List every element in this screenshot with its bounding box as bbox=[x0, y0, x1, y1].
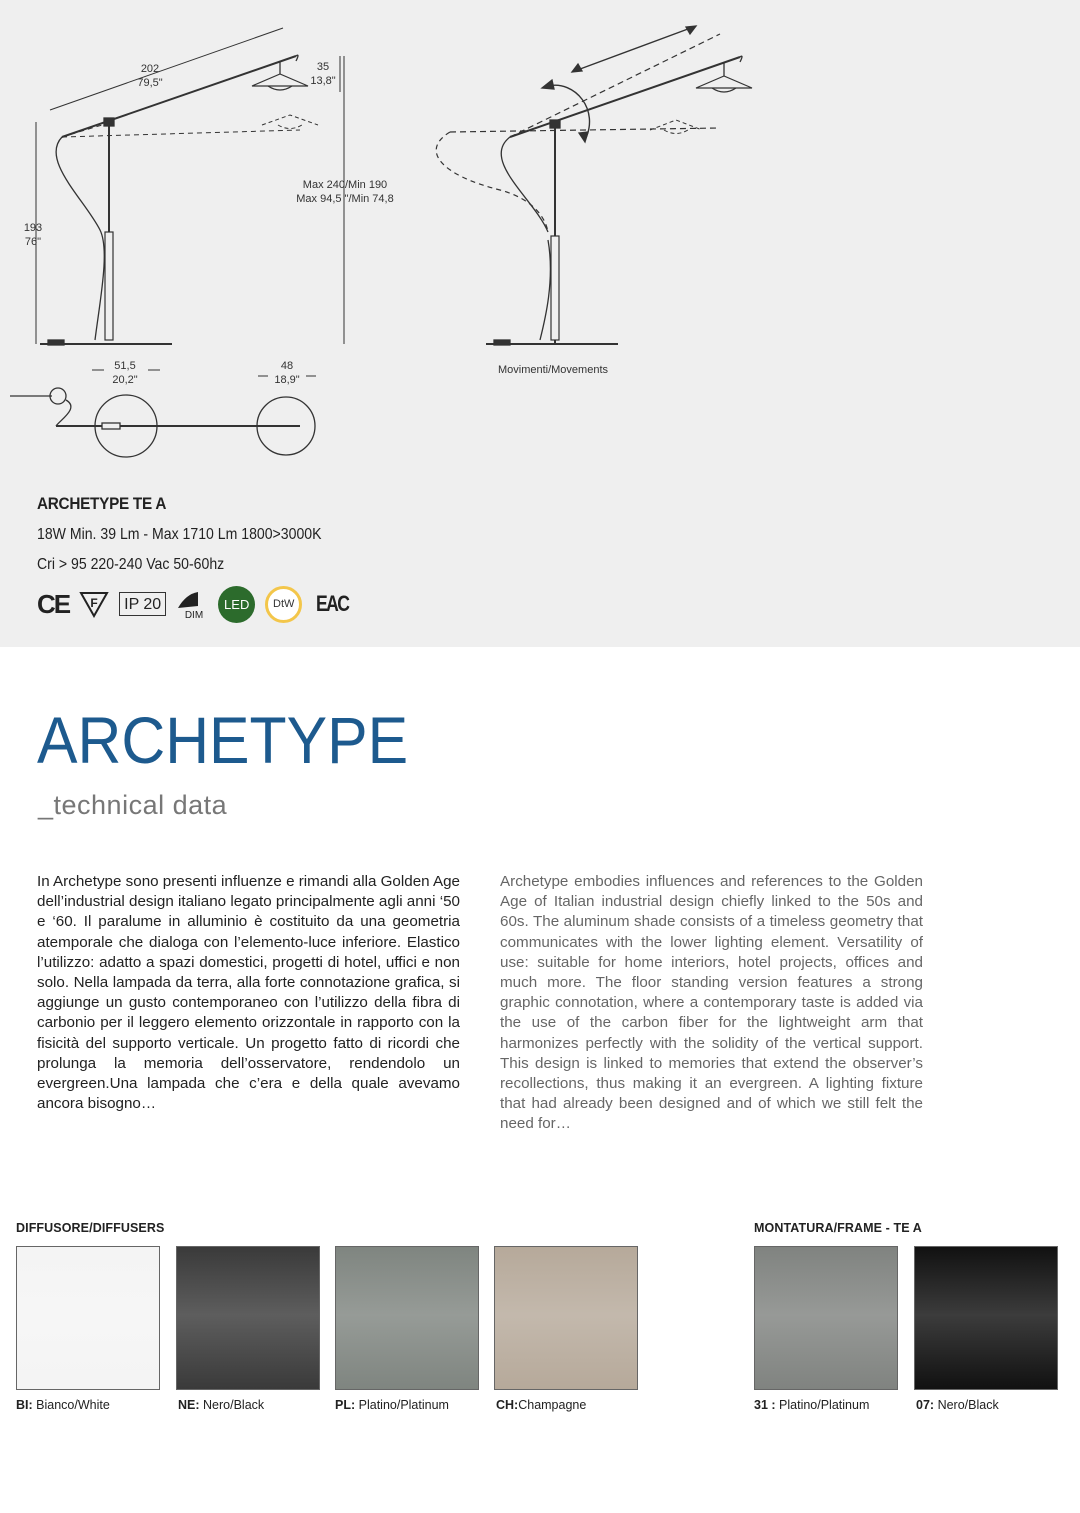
diffuser-swatch-platinum bbox=[335, 1246, 479, 1390]
frame-label-black: 07: Nero/Black bbox=[916, 1398, 999, 1412]
diffuser-swatch-white bbox=[16, 1246, 160, 1390]
top-view-drawing bbox=[10, 370, 316, 457]
product-model: ARCHETYPE TE A bbox=[37, 494, 167, 513]
side-view-drawing bbox=[36, 28, 344, 345]
movements-drawing bbox=[436, 26, 752, 345]
diffuser-swatch-black bbox=[176, 1246, 320, 1390]
dim-height-range-in: Max 94,5 "/Min 74,8 bbox=[296, 193, 394, 205]
movements-caption: Movimenti/Movements bbox=[497, 364, 609, 376]
frame-swatch-platinum bbox=[754, 1246, 898, 1390]
dim-length-in: 79,5" bbox=[137, 77, 163, 89]
certification-icons bbox=[37, 585, 363, 623]
f-mark-icon bbox=[79, 590, 109, 618]
dim-shade-diam-in: 18,9" bbox=[274, 374, 300, 386]
diffuser-label-white: BI: Bianco/White bbox=[16, 1398, 110, 1412]
svg-text:F: F bbox=[90, 596, 98, 610]
frame-swatch-black bbox=[914, 1246, 1058, 1390]
eac-mark-icon: EAC bbox=[316, 591, 349, 616]
led-badge-icon: LED bbox=[218, 586, 255, 623]
technical-drawing bbox=[0, 0, 1080, 480]
diffuser-label-platinum: PL: Platino/Platinum bbox=[335, 1398, 449, 1412]
dimmable-icon bbox=[176, 588, 208, 620]
diffuser-swatch-champagne bbox=[494, 1246, 638, 1390]
frames-heading: MONTATURA/FRAME - TE A bbox=[754, 1221, 922, 1235]
spec-power-lumens: 18W Min. 39 Lm - Max 1710 Lm 1800>3000K bbox=[37, 526, 322, 543]
dim-to-warm-badge-icon: DtW bbox=[265, 586, 302, 623]
dim-base-in: 20,2" bbox=[112, 374, 138, 386]
dim-base-cm: 51,5 bbox=[114, 360, 136, 372]
technical-drawing-panel bbox=[0, 0, 1080, 647]
ip-rating-badge: IP 20 bbox=[119, 592, 166, 616]
svg-text:DIM: DIM bbox=[185, 610, 204, 620]
ce-mark-icon: CE bbox=[37, 588, 70, 619]
dim-shade-in: 13,8" bbox=[310, 75, 336, 87]
diffuser-label-black: NE: Nero/Black bbox=[178, 1398, 265, 1412]
dim-shade-diam-cm: 48 bbox=[280, 360, 294, 372]
dim-length-cm: 202 bbox=[140, 63, 160, 75]
frame-label-platinum: 31 : Platino/Platinum bbox=[754, 1398, 870, 1412]
page-subtitle: _technical data bbox=[38, 790, 228, 820]
description-english: Archetype embodies influences and references to the Golden Age of Italian industrial design chiefly linked to the 50s and 60s. The aluminum shade consists of a timeless geometry that communicates with the lower lighting element. Versatility of use: suitable for home interiors, hotel projects, offices and much more. The floor standing version features a strong graphic connotation, where a contemporary taste is added via the use of the carbon fiber for the lightweight arm that harmonizes perfectly with the solidity of the vertical support. This design is linked to memories that extend the observer’s recollections, thus making it an evergreen. A lighting fixture that had already been designed and of which we still felt the need for… bbox=[500, 873, 923, 1133]
dim-height-range-cm: Max 240/Min 190 bbox=[302, 179, 388, 191]
description-italian: In Archetype sono presenti influenze e rimandi alla Golden Age dell’industrial design italiano legato principalmente agli anni ‘50 e ‘60. Il paralume in alluminio è costituito da una geometria atemporale che dialoga con l’elemento-luce inferiore. Elastico l’utilizzo: adatto a spazi domestici, progetti di hotel, uffici e non solo. Nella lampada da terra, alla forte connotazione grafica, si aggiunge un gusto contemporaneo con l’utilizzo della fibra di carbonio per il leggero elemento orizzontale in rapporto con la fisicità del supporto verticale. Un progetto fatto di ricordi che prolunga la memoria dell’osservatore, rendendolo un evergreen.Una lampada che c’era e della quale avevamo ancora bisogno… bbox=[37, 873, 460, 1113]
dim-height-in: 76" bbox=[24, 236, 42, 248]
spec-cri-voltage: Cri > 95 220-240 Vac 50-60hz bbox=[37, 556, 225, 573]
page-title: ARCHETYPE bbox=[37, 703, 409, 777]
dim-shade-cm: 35 bbox=[316, 61, 330, 73]
diffusers-heading: DIFFUSORE/DIFFUSERS bbox=[16, 1221, 165, 1235]
diffuser-label-champagne: CH:Champagne bbox=[496, 1398, 587, 1412]
dim-height-cm: 193 bbox=[23, 222, 43, 234]
